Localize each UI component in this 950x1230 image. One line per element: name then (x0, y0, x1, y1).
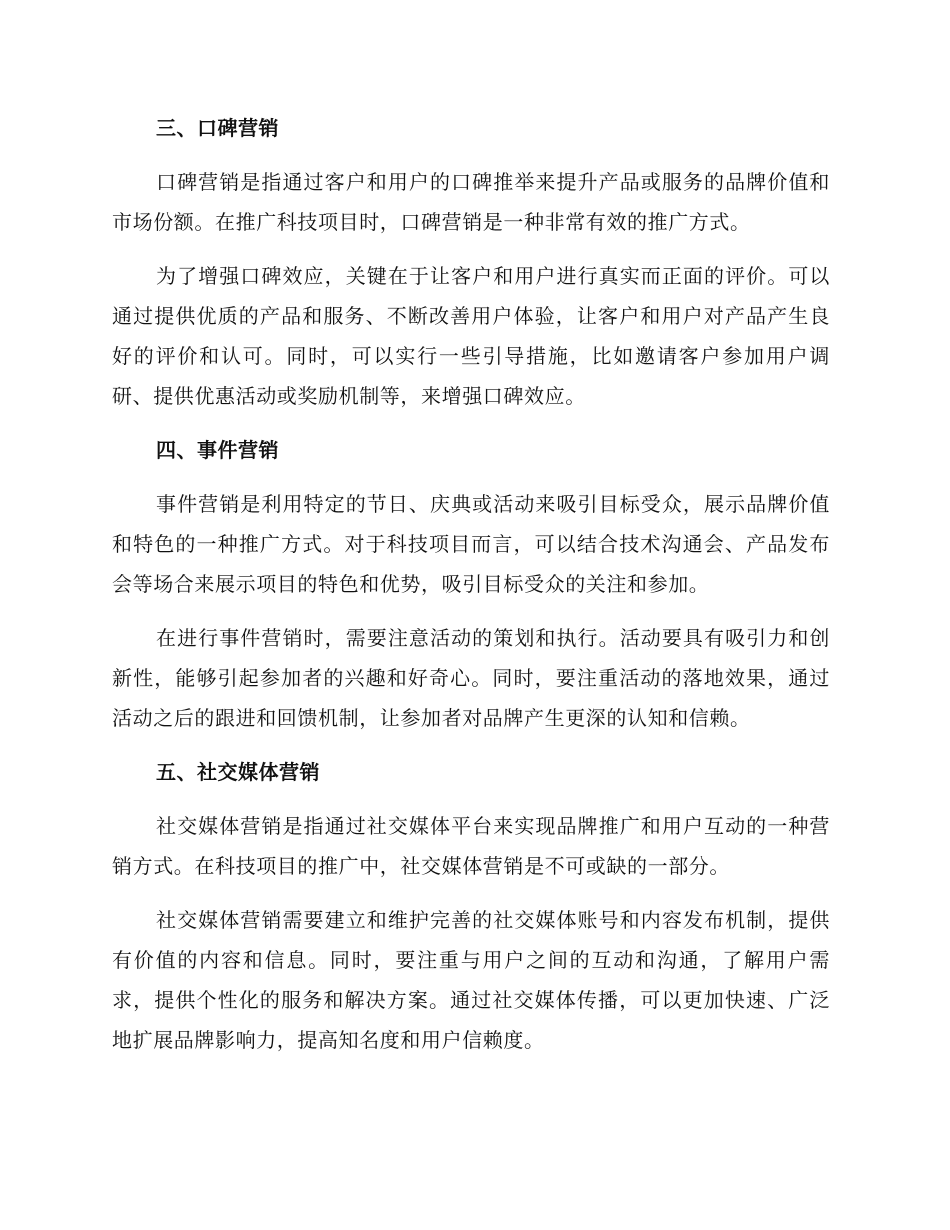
paragraph: 社交媒体营销需要建立和维护完善的社交媒体账号和内容发布机制，提供有价值的内容和信息。同时，要注重与用户之间的互动和沟通，了解用户需求，提供个性化的服务和解决方案。通过社交媒体传播，可以更加快速、广泛地扩展品牌影响力，提高知名度和用户信赖度。 (112, 908, 830, 1052)
spacer (112, 148, 830, 162)
section-heading: 三、口碑营销 (156, 116, 279, 140)
spacer (112, 604, 830, 618)
section-heading: 四、事件营销 (156, 438, 279, 462)
spacer (112, 470, 830, 484)
paragraph: 事件营销是利用特定的节日、庆典或活动来吸引目标受众，展示品牌价值和特色的一种推广方式。对于科技项目而言，可以结合技术沟通会、产品发布会等场合来展示项目的特色和优势，吸引目标受众的关注和参加。 (112, 492, 830, 596)
section-word-of-mouth-marketing (112, 108, 830, 416)
spacer (112, 242, 830, 256)
paragraph: 口碑营销是指通过客户和用户的口碑推举来提升产品或服务的品牌价值和市场份额。在推广科技项目时，口碑营销是一种非常有效的推广方式。 (112, 170, 830, 234)
section-social-media-marketing (112, 752, 830, 1060)
paragraph: 在进行事件营销时，需要注意活动的策划和执行。活动要具有吸引力和创新性，能够引起参加者的兴趣和好奇心。同时，要注重活动的落地效果，通过活动之后的跟进和回馈机制，让参加者对品牌产生更深的认知和信赖。 (112, 626, 830, 730)
spacer (112, 792, 830, 806)
paragraph: 社交媒体营销是指通过社交媒体平台来实现品牌推广和用户互动的一种营销方式。在科技项目的推广中，社交媒体营销是不可或缺的一部分。 (112, 814, 830, 878)
paragraph: 为了增强口碑效应，关键在于让客户和用户进行真实而正面的评价。可以通过提供优质的产品和服务、不断改善用户体验，让客户和用户对产品产生良好的评价和认可。同时，可以实行一些引导措施，比如邀请客户参加用户调研、提供优惠活动或奖励机制等，来增强口碑效应。 (112, 264, 830, 408)
section-event-marketing (112, 430, 830, 738)
section-heading: 五、社交媒体营销 (156, 760, 320, 784)
document-body (112, 108, 830, 1060)
spacer (112, 886, 830, 900)
spacer (112, 416, 830, 430)
spacer (112, 738, 830, 752)
